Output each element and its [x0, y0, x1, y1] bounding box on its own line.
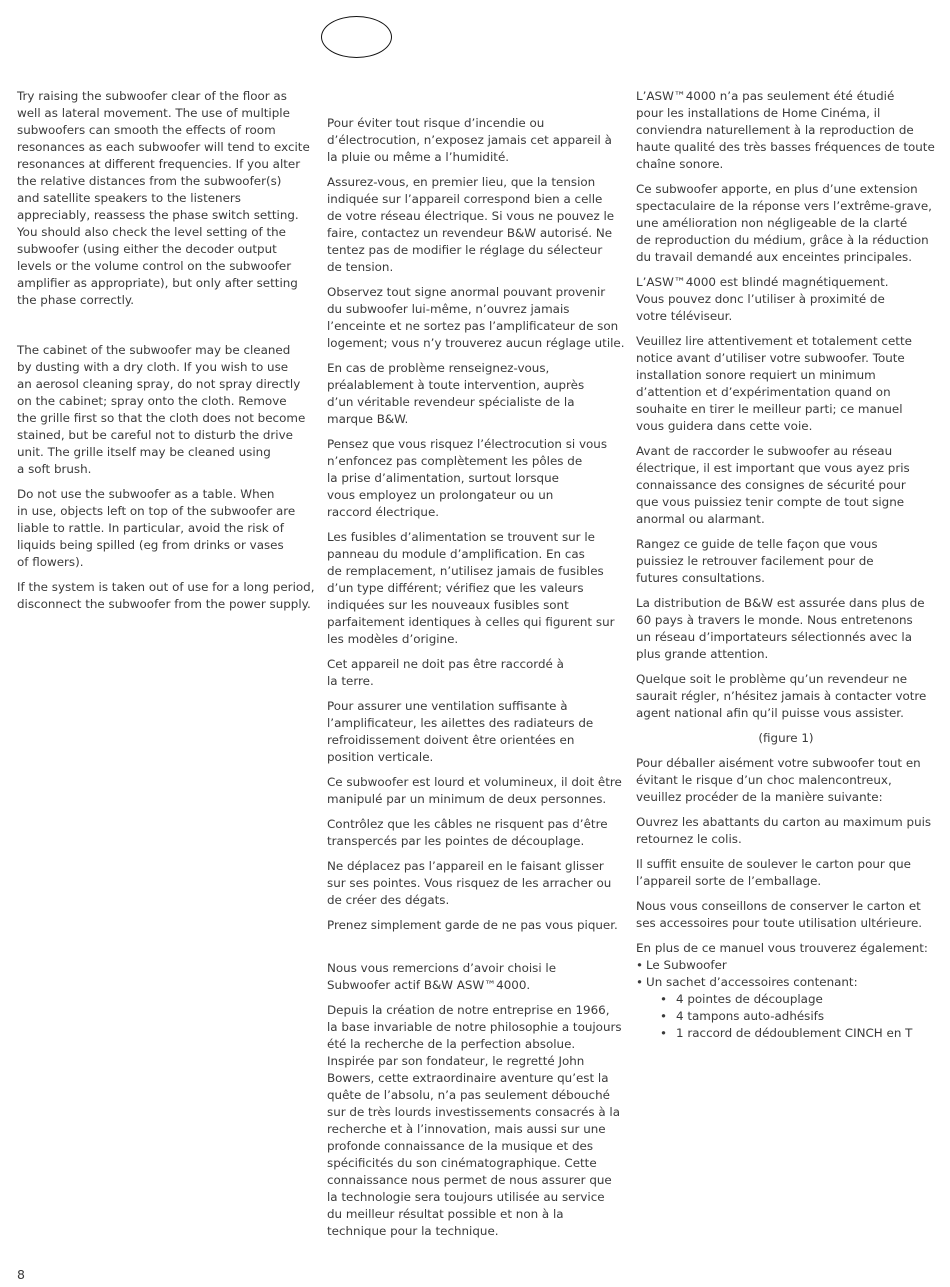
paragraph: Nous vous conseillons de conserver le carton et ses accessoires pour toute utilisation ultérieure. [636, 899, 923, 930]
paragraph: Les fusibles d’alimentation se trouvent sur le panneau du module d’amplification. En cas de remplacement, n’utilisez jamais de fusibles d’un type différent; vérifiez que les valeurs indiquées sur les nouveaux fusibles sont parfaitement identiques à celles qui figurent sur les modèles d’origine. [327, 530, 615, 646]
paragraph: La distribution de B&W est assurée dans plus de 60 pays à travers le monde. Nous entretenons un réseau d’importateurs sélectionnés avec la plus grande attention. [636, 596, 925, 661]
paragraph: Do not use the subwoofer as a table. When in use, objects left on top of the subwoofer are liable to rattle. In particular, avoid the risk of liquids being spilled (eg from drinks or vases of flowers). [17, 487, 296, 569]
paragraph: If the system is taken out of use for a long period, disconnect the subwoofer from the power supply. [17, 580, 315, 611]
paragraph: Il suffit ensuite de soulever le carton pour que l’appareil sorte de l’emballage. [636, 857, 911, 888]
paragraph: Depuis la création de notre entreprise en 1966, la base invariable de notre philosophie a toujours été la recherche de la perfection absolue. Inspirée par son fondateur, le regretté John Bowers, cette extraordinaire aventure qu’est la quête de l’absolu, n’a pas seulement débouché sur de très lourds investissements consacrés à la recherche et à l’innovation, mais aussi sur une profonde connaissance de la musique et des spécificités du son cinématographique. Cette connaissance nous permet de nous assurer que la technologie sera toujours utilisée au service du meilleur résultat possible et non à la technique pour la technique. [327, 1003, 622, 1238]
paragraph: Pour éviter tout risque d’incendie ou d’électrocution, n’exposez jamais cet appareil à la pluie ou même a l’humidité. [327, 116, 612, 164]
list-item-text: Le Subwoofer [646, 958, 727, 972]
paragraph: Quelque soit le problème qu’un revendeur ne saurait régler, n’hésitez jamais à contacter votre agent national afin qu’il puisse vous assister. [636, 672, 927, 720]
header-oval-mark [321, 16, 392, 58]
page-number: 8 [17, 1267, 25, 1282]
paragraph: Ne déplacez pas l’appareil en le faisant glisser sur ses pointes. Vous risquez de les arracher ou de créer des dégats. [327, 859, 612, 907]
list-item [660, 1008, 936, 1025]
contents-list [636, 957, 936, 1042]
paragraph: En cas de problème renseignez-vous, préalablement à toute intervention, auprès d’un véritable revendeur spécialiste de la marque B&W. [327, 361, 585, 426]
paragraph: Try raising the subwoofer clear of the floor as well as lateral movement. The use of multiple subwoofers can smooth the effects of room resonances as each subwoofer will tend to excite resonances at different frequencies. If you alter the relative distances from the subwoofer(s) and satellite speakers to the listeners appreciably, reassess the phase switch setting. You should also check the level setting of the subwoofer (using either the decoder output levels or the volume control on the subwoofer amplifier as appropriate), but only after setting the phase correctly. [17, 89, 310, 307]
list-item [636, 974, 936, 1042]
paragraph: The cabinet of the subwoofer may be cleaned by dusting with a dry cloth. If you wish to use an aerosol cleaning spray, do not spray directly on the cabinet; spray onto the cloth. Remove the grille first so that the cloth does not become stained, but be careful not to disturb the drive unit. The grille itself may be cleaned using a soft brush. [17, 343, 306, 476]
column-english [17, 88, 317, 621]
paragraph: Pour assurer une ventilation suffisante à l’amplificateur, les ailettes des radiateurs de refroidissement doivent être orientées en position verticale. [327, 699, 594, 764]
column-french-intro [636, 88, 936, 1042]
paragraph: Assurez-vous, en premier lieu, que la tension indiquée sur l’appareil correspond bien a celle de votre réseau électrique. Si vous ne pouvez le faire, contactez un revendeur B&W autorisé. Ne tentez pas de modifier le réglage du sélecteur de tension. [327, 175, 615, 274]
list-item [636, 957, 936, 974]
paragraph: Ce subwoofer apporte, en plus d’une extension spectaculaire de la réponse vers l’extrême-grave, une amélioration non négligeable de la clarté de reproduction du médium, grâce à la réduction du travail demandé aux enceintes principales. [636, 182, 932, 264]
paragraph: Veuillez lire attentivement et totalement cette notice avant d’utiliser votre subwoofer. Toute installation sonore requiert un minimum d’attention et d’expérimentation quand on souhaite en tirer le meilleur parti; ce manuel vous guidera dans cette voie. [636, 334, 912, 433]
accessories-list [636, 991, 936, 1042]
list-item [660, 991, 936, 1008]
paragraph: Cet appareil ne doit pas être raccordé à la terre. [327, 657, 564, 688]
figure-label: (figure 1) [758, 731, 814, 745]
list-item-text: 4 tampons auto-adhésifs [676, 1009, 825, 1023]
paragraph: Observez tout signe anormal pouvant provenir du subwoofer lui-même, n’ouvrez jamais l’enceinte et ne sortez pas l’amplificateur de son logement; vous n’y trouverez aucun réglage utile. [327, 285, 625, 350]
paragraph: Ce subwoofer est lourd et volumineux, il doit être manipulé par un minimum de deux personnes. [327, 775, 622, 806]
paragraph: Ouvrez les abattants du carton au maximum puis retournez le colis. [636, 815, 932, 846]
list-item-text: 4 pointes de découplage [676, 992, 823, 1006]
paragraph: En plus de ce manuel vous trouverez également: [636, 941, 928, 955]
paragraph: Prenez simplement garde de ne pas vous piquer. [327, 918, 618, 932]
column-french-safety [327, 115, 627, 1248]
paragraph: Pour déballer aisément votre subwoofer tout en évitant le risque d’un choc malencontreux, veuillez procéder de la manière suivante: [636, 756, 921, 804]
paragraph: L’ASW™4000 n’a pas seulement été étudié pour les installations de Home Cinéma, il conviendra naturellement à la reproduction de haute qualité des très basses fréquences de toute chaîne sonore. [636, 89, 935, 171]
paragraph: Pensez que vous risquez l’électrocution si vous n’enfoncez pas complètement les pôles de la prise d’alimentation, surtout lorsque vous employez un prolongateur ou un raccord électrique. [327, 437, 608, 519]
paragraph: Rangez ce guide de telle façon que vous puissiez le retrouver facilement pour de futures consultations. [636, 537, 878, 585]
list-item-text: 1 raccord de dédoublement CINCH en T [676, 1026, 913, 1040]
paragraph: Nous vous remercions d’avoir choisi le Subwoofer actif B&W ASW™4000. [327, 961, 557, 992]
paragraph: Contrôlez que les câbles ne risquent pas d’être transpercés par les pointes de découplage. [327, 817, 608, 848]
paragraph: Avant de raccorder le subwoofer au réseau électrique, il est important que vous ayez pris connaissance des consignes de sécurité pour que vous puissiez tenir compte de tout signe anormal ou alarmant. [636, 444, 910, 526]
paragraph: L’ASW™4000 est blindé magnétiquement. Vous pouvez donc l’utiliser à proximité de votre téléviseur. [636, 275, 889, 323]
list-item-text: Un sachet d’accessoires contenant: [646, 975, 858, 989]
list-item [660, 1025, 936, 1042]
